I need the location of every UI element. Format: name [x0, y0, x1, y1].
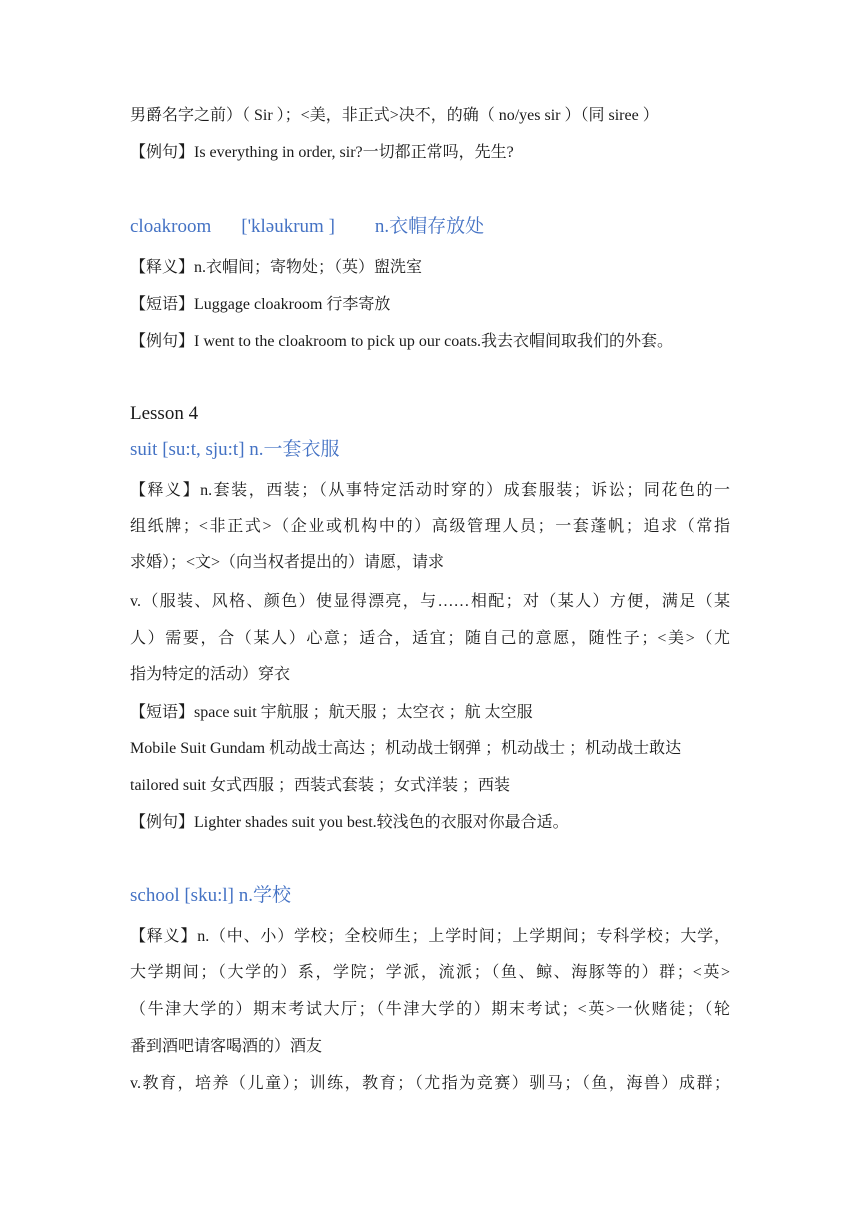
suit-definition-line: 指为特定的活动）穿衣	[130, 666, 291, 683]
school-definition-line: 【释义】n.（中、小）学校；全校师生；上学时间；上学期间；专科学校；大学，	[130, 928, 730, 945]
cloakroom-heading	[130, 215, 730, 239]
suit-phrase-line: tailored suit 女式西服 ；西装式套装 ；女式洋装 ；西装	[130, 777, 510, 794]
suit-definition-line: v.（服装、风格、颜色）使显得漂亮，与……相配；对（某人）方便，满足（某	[130, 593, 730, 610]
school-definition-line: 番到酒吧请客喝酒的）酒友	[130, 1038, 323, 1055]
suit-definition-line: 组纸牌；<非正式>（企业或机构中的）高级管理人员；一套蓬帆；追求（常指	[130, 518, 730, 535]
school-definition-line: 大学期间；（大学的）系，学院；学派，流派；（鱼、鲸、海豚等的）群；<英>	[130, 964, 730, 981]
sir-example: 【例句】Is everything in order, sir?一切都正常吗，先生?	[130, 144, 514, 161]
cloakroom-pos: n.衣帽存放处	[374, 216, 485, 237]
cloakroom-word: cloakroom	[130, 216, 212, 237]
lesson-title: Lesson 4	[130, 403, 199, 424]
cloakroom-definition: 【释义】n.衣帽间；寄物处；（英）盥洗室	[130, 259, 423, 276]
sir-definition-continuation: 男爵名字之前）（ Sir ）；<美，非正式>决不，的确（ no/yes sir ）（同 siree ）	[130, 107, 659, 124]
school-definition-line: v.教育，培养（儿童）；训练，教育；（尤指为竞赛）驯马；（鱼，海兽）成群；	[130, 1075, 730, 1092]
suit-definition-line: 【释义】n.套装，西装；（从事特定活动时穿的）成套服装；诉讼；同花色的一	[130, 482, 730, 499]
cloakroom-phrase: 【短语】Luggage cloakroom 行李寄放	[130, 296, 391, 313]
cloakroom-phonetic: ['kləukrum ]	[241, 216, 335, 237]
suit-heading: suit [su:t, sju:t] n.一套衣服	[130, 439, 340, 460]
school-heading: school [sku:l] n.学校	[130, 885, 291, 906]
suit-phrase-line: 【短语】space suit 宇航服 ；航天服 ；太空衣 ；航 太空服	[130, 704, 533, 721]
suit-definition-line: 人）需要，合（某人）心意；适合，适宜；随自己的意愿，随性子；<美>（尤	[130, 630, 730, 647]
suit-example: 【例句】Lighter shades suit you best.较浅色的衣服对你最合适。	[130, 814, 569, 831]
suit-definition-line: 求婚）；<文>（向当权者提出的）请愿，请求	[130, 554, 445, 571]
school-definition-line: （牛津大学的）期末考试大厅；（牛津大学的）期末考试；<英>一伙赌徒；（轮	[130, 1001, 730, 1018]
cloakroom-example: 【例句】I went to the cloakroom to pick up our coats.我去衣帽间取我们的外套。	[130, 333, 674, 350]
suit-phrase-line: Mobile Suit Gundam 机动战士高达 ；机动战士钢弹 ；机动战士 ；机动战士敢达	[130, 740, 682, 757]
